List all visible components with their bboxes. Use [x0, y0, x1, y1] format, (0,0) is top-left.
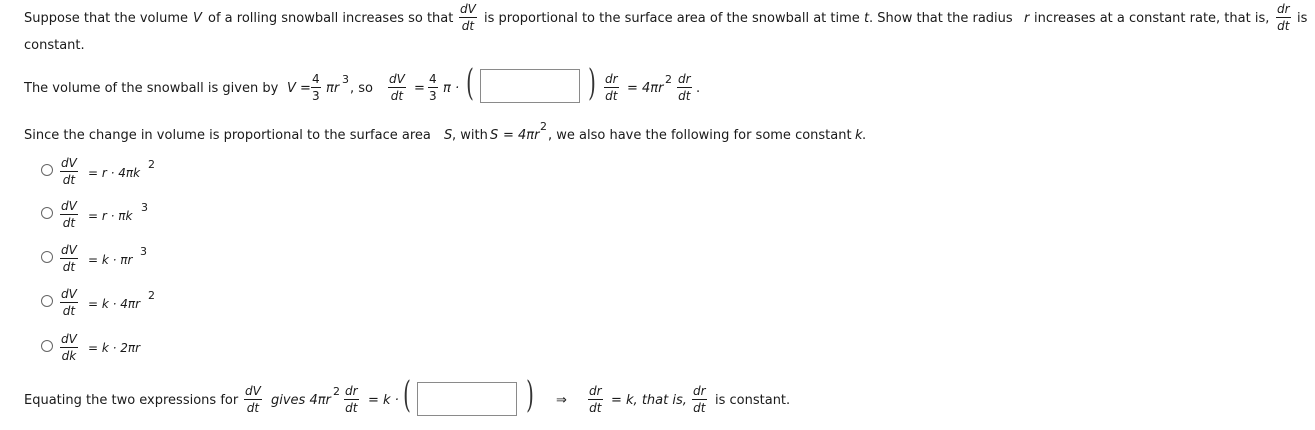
option-4-exponent: 2 — [148, 289, 155, 302]
option-3-rhs: = k · πr — [88, 253, 133, 267]
equating-eq-k2: = k, that is, — [611, 393, 687, 408]
option-3-radio[interactable] — [41, 251, 53, 263]
volume-answer-input[interactable] — [480, 69, 580, 103]
fraction-denominator: dk — [61, 349, 77, 363]
square-exponent: 2 — [665, 73, 672, 86]
fraction-denominator: dt — [62, 304, 76, 318]
fraction-denominator: dt — [678, 89, 691, 103]
equating-dr-dt-fraction-3 — [692, 385, 707, 414]
proportional-var-s-eq: S — [490, 128, 499, 143]
implies-arrow-icon: ⇒ — [556, 393, 567, 408]
proportional-var-k: k — [855, 128, 863, 143]
fraction-denominator: dt — [605, 89, 618, 103]
pi-dot: π · — [443, 81, 460, 96]
option-2-fraction — [60, 200, 78, 229]
fraction-denominator: dt — [390, 89, 404, 103]
proportional-period: . — [862, 128, 867, 143]
question-text-5: increases at a constant rate, that is, — [1034, 11, 1270, 26]
volume-text: The volume of the snowball is given by — [24, 81, 279, 96]
fraction-numerator: dr — [345, 384, 358, 398]
fraction-numerator: dr — [693, 384, 706, 398]
equating-dr-dt-fraction — [344, 385, 359, 414]
fraction-numerator: dV — [61, 332, 77, 346]
option-1-rhs: = r · 4πk — [88, 166, 141, 180]
fraction-numerator: dV — [245, 384, 261, 398]
fraction-denominator: dt — [62, 173, 76, 187]
equals-sign: = — [414, 81, 425, 96]
question-text-2: of a rolling snowball increases so that — [208, 11, 454, 26]
proportional-text-3: , we also have the following for some constant — [548, 128, 852, 143]
cube-exponent: 3 — [342, 73, 349, 86]
fraction-denominator: dt — [345, 401, 358, 415]
fraction-numerator: dr — [589, 384, 602, 398]
option-1-radio[interactable] — [41, 164, 53, 176]
equating-eq-k: = k · — [368, 393, 399, 408]
fraction-denominator: dt — [693, 401, 706, 415]
proportional-var-s: S — [444, 128, 453, 143]
four-thirds-fraction — [311, 73, 321, 102]
option-4-fraction — [60, 288, 78, 317]
fraction-numerator: dV — [460, 2, 476, 16]
option-5-fraction — [60, 333, 78, 362]
fraction-denominator: 3 — [312, 89, 320, 103]
option-2-exponent: 3 — [141, 201, 148, 214]
volume-v-eq: V = — [287, 81, 311, 96]
equating-is-constant: is constant. — [715, 393, 791, 408]
dr-dt-fraction — [604, 73, 619, 102]
fraction-numerator: dV — [61, 156, 77, 170]
so-text: , so — [350, 81, 373, 96]
question-text-constant: constant. — [24, 38, 85, 53]
option-4-rhs: = k · 4πr — [88, 297, 141, 311]
option-4-radio[interactable] — [41, 295, 53, 307]
fraction-numerator: dr — [1277, 2, 1290, 16]
fraction-numerator: dV — [61, 243, 77, 257]
period: . — [696, 81, 701, 96]
question-dv-dt-fraction — [459, 3, 477, 32]
left-paren-2: ( — [403, 375, 411, 416]
proportional-text-1: Since the change in volume is proportional to the surface area — [24, 128, 431, 143]
question-var-t: t — [864, 11, 870, 26]
equating-dv-dt-fraction — [244, 385, 262, 414]
option-1-exponent: 2 — [148, 158, 155, 171]
question-var-v: V — [193, 11, 202, 26]
fraction-numerator: 4 — [312, 72, 320, 86]
question-text-is: is — [1297, 11, 1308, 26]
fraction-numerator: dr — [678, 72, 691, 86]
right-paren: ) — [588, 63, 596, 104]
fraction-denominator: dt — [246, 401, 260, 415]
dv-dt-fraction — [388, 73, 406, 102]
fraction-denominator: 3 — [429, 89, 437, 103]
fraction-numerator: dV — [389, 72, 405, 86]
equating-square: 2 — [333, 385, 340, 398]
option-5-radio[interactable] — [41, 340, 53, 352]
fraction-denominator: dt — [589, 401, 602, 415]
equating-dr-dt-fraction-2 — [588, 385, 603, 414]
fraction-denominator: dt — [62, 216, 76, 230]
equating-gives: gives 4πr — [271, 393, 331, 408]
equating-text: Equating the two expressions for — [24, 393, 239, 408]
fraction-numerator: dV — [61, 199, 77, 213]
pi-r: πr — [326, 81, 340, 96]
dr-dt-fraction-2 — [677, 73, 692, 102]
option-1-fraction — [60, 157, 78, 186]
question-text-3: is proportional to the surface area of the snowball at time — [484, 11, 860, 26]
fraction-denominator: dt — [461, 19, 475, 33]
option-3-exponent: 3 — [140, 245, 147, 258]
proportional-text-2: , with — [452, 128, 488, 143]
question-text-4: . Show that the radius — [869, 11, 1013, 26]
left-paren: ( — [466, 63, 474, 104]
equating-answer-input[interactable] — [417, 382, 517, 416]
right-paren-2: ) — [526, 375, 534, 416]
fraction-denominator: dt — [1277, 19, 1290, 33]
proportional-four-pi-r: = 4πr — [503, 128, 540, 143]
question-var-r: r — [1024, 11, 1030, 26]
question-dr-dt-fraction — [1276, 3, 1291, 32]
option-5-rhs: = k · 2πr — [88, 341, 141, 355]
four-thirds-fraction-2 — [428, 73, 438, 102]
option-2-rhs: = r · πk — [88, 209, 133, 223]
fraction-numerator: dr — [605, 72, 618, 86]
fraction-denominator: dt — [62, 260, 76, 274]
option-2-radio[interactable] — [41, 207, 53, 219]
fraction-numerator: dV — [61, 287, 77, 301]
question-text-1: Suppose that the volume — [24, 11, 189, 26]
proportional-square: 2 — [540, 120, 547, 133]
four-pi-r: = 4πr — [627, 81, 664, 96]
option-3-fraction — [60, 244, 78, 273]
fraction-numerator: 4 — [429, 72, 437, 86]
